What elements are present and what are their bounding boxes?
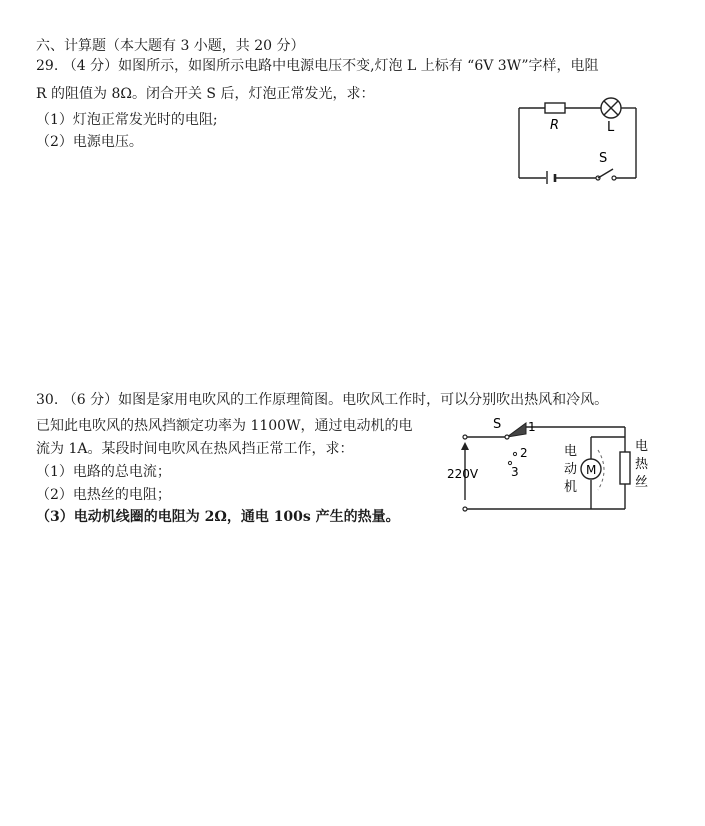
q30-text-line-2: 已知此电吹风的热风挡额定功率为 1100W，通过电动机的电	[36, 418, 413, 434]
q29-text-line-2: R 的阻值为 8Ω。闭合开关 S 后，灯泡正常发光，求：	[36, 86, 375, 102]
q30-text-line-3: 流为 1A。某段时间电吹风在热风挡正常工作，求：	[36, 441, 354, 457]
q30-item-1: （1）电路的总电流；	[36, 464, 171, 480]
motor-icon	[581, 459, 601, 479]
voltage-label: 220V	[447, 467, 479, 481]
section-heading: 六、计算题（本大题有 3 小题，共 20 分）	[36, 38, 305, 54]
heater-label-3: 丝	[635, 475, 649, 490]
q30-item-2: （2）电热丝的电阻；	[36, 487, 171, 503]
label-R: R	[550, 118, 560, 133]
voltage-arrow-icon	[461, 442, 469, 450]
motor-label-1: 电	[564, 444, 578, 459]
lamp-L-icon	[601, 98, 621, 118]
battery-icon	[547, 171, 555, 184]
q29-circuit-diagram	[510, 92, 655, 184]
q29-text-line-1: 29. （4 分）如图所示，如图所示电路中电源电压不变,灯泡 L 上标有 “6V 3W”字样，电阻	[36, 58, 599, 74]
label-S: S	[599, 151, 608, 166]
q29-item-2: （2）电源电压。	[36, 134, 143, 150]
label-1: 1	[528, 420, 536, 434]
heater-label-1: 电	[635, 439, 649, 454]
q30-circuit-diagram	[440, 410, 660, 522]
q30-item-3: （3）电动机线圈的电阻为 2Ω，通电 100s 产生的热量。	[36, 509, 400, 525]
label-2: 2	[520, 446, 528, 460]
q29-item-1: （1）灯泡正常发光时的电阻;	[36, 112, 218, 128]
heater-resistor	[620, 452, 630, 484]
label-S: S	[493, 417, 502, 432]
label-3: 3	[511, 465, 519, 479]
motor-label-3: 机	[564, 480, 578, 495]
motor-label-2: 动	[564, 462, 578, 477]
resistor-R	[545, 103, 565, 113]
svg-text:M: M	[586, 463, 597, 477]
label-L: L	[607, 120, 615, 135]
heater-label-2: 热	[635, 457, 649, 472]
switch-S-icon	[596, 169, 616, 180]
q30-text-line-1: 30. （6 分）如图是家用电吹风的工作原理简图。电吹风工作时，可以分别吹出热风和冷风。	[36, 392, 609, 408]
